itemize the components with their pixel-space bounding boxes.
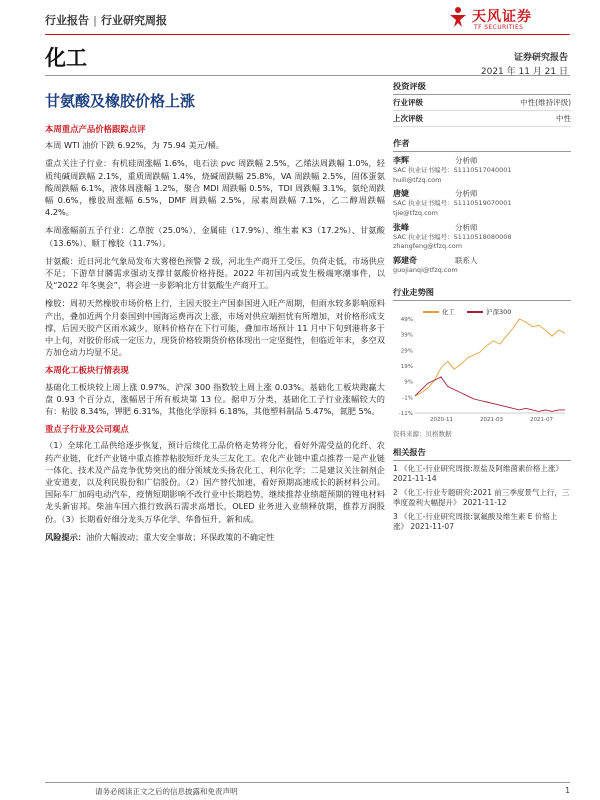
- related-report-link[interactable]: 2 《化工-行业专题研究:2021 前三季度景气上行，三季度盈利大幅提升》 2021-11-12: [393, 487, 570, 508]
- paragraph: 本周涨幅前五子行业：乙草胺（25.0%）、金属硅（17.9%）、维生素 K3（17.2%）、甘氨酸（13.6%）、顺丁橡胶（11.7%）。: [45, 225, 385, 248]
- y-tick-label: 39%: [400, 332, 413, 339]
- x-tick-label: 2021-03: [480, 416, 503, 423]
- author-cert: SAC 执业证书编号：S1110518080008: [393, 232, 512, 241]
- page-number: 1: [565, 786, 570, 795]
- y-tick-label: 29%: [400, 348, 413, 355]
- chart-source: 资料来源：贝格数据: [393, 429, 452, 438]
- legend-item-index: [467, 307, 511, 316]
- rating-key: 行业评级: [393, 98, 423, 107]
- author-role: 分析师: [455, 222, 478, 232]
- related-heading: 相关报告: [393, 444, 571, 461]
- paragraph: 甘氨酸：近日河北气象局发布大雾橙色预警 2 级，河北生产商开工受压，负荷走低，市场供应不足；下游草甘膦需求强动支撑甘氨酸价格持挺。2022 年初国内或发生极端寒潮事件，以及“2022 年冬奥会”，将会进一步影响北方甘氨酸生产商开工。: [45, 255, 385, 291]
- logo-text: 天风证券: [472, 9, 532, 25]
- y-tick-label: 9%: [404, 379, 413, 386]
- page-footer: [45, 782, 570, 797]
- author-name: 唐婕: [393, 189, 409, 199]
- author-cert: SAC 执业证书编号：S1110517040001: [393, 165, 512, 174]
- author-block: [393, 223, 571, 252]
- author-block: [393, 156, 571, 185]
- related-report-link[interactable]: 3 《化工-行业研究周报:氯氟酸及维生素 E 价格上涨》 2021-11-07: [393, 511, 558, 532]
- risk-label: 风险提示：: [45, 531, 86, 542]
- x-tick-label: 2021-07: [530, 416, 553, 423]
- legend-label: 化工: [442, 307, 455, 316]
- author-role: 分析师: [455, 156, 478, 165]
- paragraph: 本周 WTI 油价下跌 6.92%，为 75.94 美元/桶。: [45, 140, 224, 151]
- paragraph: 基础化工板块较上周上涨 0.97%，沪深 300 指数较上周上涨 0.03%。基础化工板块跑赢大盘 0.93 个百分点，涨幅居于所有板块第 13 位。据申万分类，基础化工子行业涨幅较大的有：粘胶 8.34%，钾肥 6.31%，其他化学原料 6.18%，其他塑料制品 5.47%，氮肥 5%。: [45, 381, 385, 417]
- authors-heading: 作者: [393, 135, 571, 152]
- author-name: 张峰: [393, 222, 409, 232]
- report-subtype: 行业研究周报: [101, 14, 168, 27]
- logo-subtext: TF SECURITIES: [474, 24, 524, 31]
- author-block: [393, 189, 571, 218]
- legend-label: 沪深300: [486, 307, 512, 316]
- author-name: 李辉: [393, 156, 409, 165]
- risk-note: [45, 531, 385, 543]
- author-email[interactable]: huili@tfzq.com: [393, 175, 442, 184]
- prev-rating-row: [393, 111, 571, 127]
- author-cert: SAC 执业证书编号：S1110519070001: [393, 199, 512, 208]
- legend-item-industry: [423, 307, 455, 316]
- report-type: 行业报告: [45, 14, 89, 27]
- main-content: [45, 118, 385, 549]
- trend-heading: 行业走势图: [393, 284, 571, 301]
- section-heading-price: 本周重点产品价格跟踪点评: [45, 124, 146, 134]
- y-tick-label: 19%: [400, 363, 413, 370]
- report-title: 甘氨酸及橡胶价格上涨: [45, 92, 196, 110]
- trend-chart-svg: [393, 305, 571, 427]
- y-tick-label: 49%: [400, 316, 413, 323]
- chart-legend: [423, 307, 511, 316]
- x-tick-label: 2020-11: [430, 416, 453, 423]
- doc-date: 2021 年 11 月 21 日: [480, 67, 568, 77]
- series-line-index: [415, 377, 565, 411]
- paragraph: 橡胶：周初天然橡胶市场价格上行，主因天胶主产国泰国进入旺产周期，但雨水较多影响原料产出，叠加近两个月泰国到中国海运费再次上涨，市场对供应端担忧有所增加，对价格形成支撑，后因天胶产区雨水减少，原料价格存在下行可能，叠加市场预计 11 月中下旬到港将多于中上旬，对胶价形成一定压力，现货价格较期货价格体现出一定坚挺性，但临近年末，多空双方加仓动力均显不足。: [45, 298, 385, 358]
- author-email[interactable]: tjie@tfzq.com: [393, 208, 438, 217]
- industry-rating-row: [393, 95, 571, 111]
- author-email[interactable]: zhangfeng@tfzq.com: [393, 242, 463, 251]
- section-heading-views: 重点子行业及公司观点: [45, 424, 129, 435]
- risk-text: 油价大幅波动；重大安全事故；环保政策的不确定性: [85, 531, 275, 542]
- related-report-link[interactable]: 1 《化工-行业研究周报:原盐及阿维菌素价格上涨》 2021-11-14: [393, 463, 563, 484]
- author-role: 联系人: [455, 256, 478, 266]
- paragraph: （1）全球化工品供给逐步恢复，预计后续化工品价格走势将分化，看好外需受益的化纤、农药产业链，化纤产业链中重点推荐粘胶短纤龙头三友化工。农化产业链中重点推荐一是产业链一体化、技术及产品竞争优势突出的细分领域龙头扬农化工、利尔化学；二是建议关注制剂企业安道麦，以及利民股份和广信股份。（2）国产替代加速，看好预期高速成长的新材料公司。国际车厂加码电动汽车，疫情短期影响不改行业中长期趋势，继续推荐业绩超预期的锂电材料龙头新宙邦。柴油车国六推行致涡石需求高增长，OLED 业务进入业绩释放期，推荐万润股份。（3）长期看好细分龙头万华化学、华鲁恒升、新和成。: [45, 440, 385, 524]
- author-role: 分析师: [455, 189, 478, 199]
- logo-mark-icon: [448, 6, 468, 28]
- trend-chart: [393, 305, 571, 427]
- doc-type: 证券研究报告: [513, 53, 568, 63]
- top-divider: [45, 34, 570, 35]
- author-name: 郭建奇: [393, 256, 417, 266]
- mid-divider: [45, 75, 570, 76]
- rating-key: 上次评级: [393, 114, 423, 123]
- paragraph: 重点关注子行业：有机硅周涨幅 1.6%，电石法 pvc 周跌幅 2.5%，乙烯法周跌幅 1.0%，轻质纯碱周跌幅 2.1%，重质周跌幅 1.4%，烧碱周跌幅 25.8%，VA 周跌幅 2.5%，固体蛋氨酸周跌幅 6.1%，液体周涨幅 1.2%，聚合 MDI 周跌幅 0.5%，TDI 周跌幅 3.1%，氨纶周跌幅 0.6%，橡胶周涨幅 6.5%，DMF 周跌幅 2.5%，尿素周跌幅 7.1%，乙二醇周跌幅 4.2%。: [45, 158, 385, 218]
- sidebar: [393, 78, 571, 533]
- author-email[interactable]: guojianqi@tfzq.com: [393, 265, 458, 274]
- industry-title: 化工: [45, 46, 87, 70]
- rating-value: 中性(维持评级): [520, 98, 571, 107]
- report-category: 行业报告 | 行业研究周报: [45, 14, 168, 27]
- y-tick-label: -11%: [398, 410, 413, 417]
- author-block: [393, 256, 571, 276]
- company-logo: [448, 4, 568, 34]
- disclaimer-text: 请务必阅读正文之后的信息披露和免责声明: [95, 787, 238, 796]
- series-line-industry: [415, 319, 565, 396]
- section-heading-market: 本周化工板块行情表现: [45, 365, 129, 376]
- rating-heading: 投资评级: [393, 78, 571, 95]
- y-tick-label: -1%: [402, 395, 413, 402]
- rating-value: 中性: [556, 114, 571, 123]
